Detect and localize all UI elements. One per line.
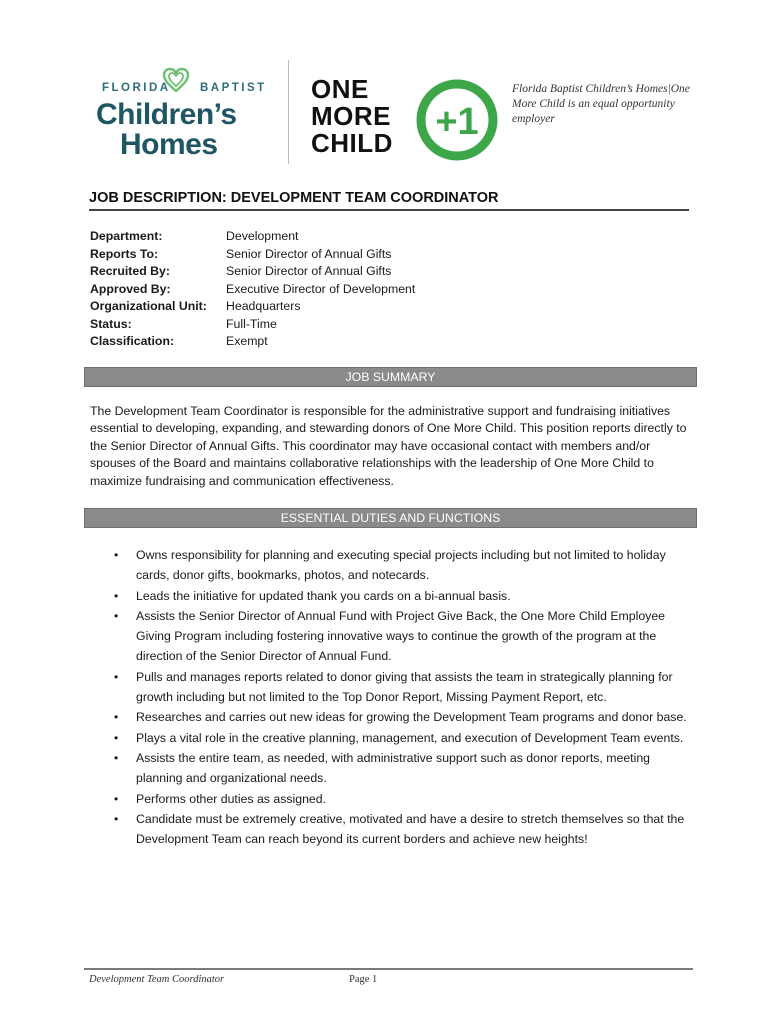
duty-item (112, 789, 694, 809)
duties-list (112, 545, 694, 849)
eeo-statement: Florida Baptist Children’s Homes|One More Child is an equal opportunity employer (512, 83, 690, 125)
logo-divider (288, 60, 289, 164)
bullet-icon: • (114, 608, 119, 623)
duty-text: Leads the initiative for updated thank you cards on a bi-annual basis. (136, 588, 511, 603)
duties-heading: ESSENTIAL DUTIES AND FUNCTIONS (84, 508, 697, 528)
fbch-logo-line1: Children’s (96, 98, 237, 131)
bullet-icon: • (114, 750, 119, 765)
fbch-logo-line2: Homes (120, 128, 218, 161)
job-detail-value: Full-Time (226, 316, 277, 331)
duty-item (112, 545, 694, 586)
job-detail-row (90, 316, 690, 334)
job-detail-row (90, 246, 690, 264)
omc-line1: ONE (311, 74, 369, 104)
duty-text: Plays a vital role in the creative planning, management, and execution of Development Team events. (136, 730, 684, 745)
job-detail-row (90, 263, 690, 281)
job-detail-row (90, 228, 690, 246)
footer-page-number: Page 1 (349, 974, 378, 985)
duty-item (112, 667, 694, 708)
omc-line2: MORE (311, 101, 391, 131)
duty-item (112, 586, 694, 606)
job-summary-heading: JOB SUMMARY (84, 367, 697, 387)
duty-item (112, 809, 694, 850)
duty-text: Pulls and manages reports related to donor giving that assists the team in strategically planning for growth including but not limited to the Top Donor Report, Missing Payment Report, etc. (136, 669, 673, 705)
bullet-icon: • (114, 710, 119, 725)
job-detail-label: Recruited By: (90, 264, 170, 278)
duty-item (112, 707, 694, 727)
duty-text: Owns responsibility for planning and executing special projects including but not limited to holiday cards, donor gifts, bookmarks, photos, and notecards. (136, 548, 666, 583)
duty-item (112, 606, 694, 667)
job-detail-label: Approved By: (90, 281, 171, 296)
duty-text: Assists the Senior Director of Annual Fund with Project Give Back, the One More Child Employee Giving Program including fostering innovative ways to continue the growth of the program at the direction of the Senior Director of Annual Fund. (136, 608, 666, 664)
job-detail-value: Headquarters (226, 299, 301, 313)
omc-wordmark (311, 76, 393, 157)
job-detail-value: Executive Director of Development (226, 281, 416, 296)
job-detail-row (90, 281, 690, 299)
job-summary-text: The Development Team Coordinator is responsible for the administrative support and fundraising initiatives essential to developing, expanding, and stewarding donors of One More Child. This position reports directly to the Senior Director of Annual Gifts. This coordinator may have occasional contact with members and/or spouses of the Board and maintains collaborative relationships with the leadership of One More Child to maximize fundraising and communication effectiveness. (90, 404, 687, 488)
plus-one-badge-icon (415, 78, 499, 162)
job-details (90, 228, 690, 351)
bullet-icon: • (114, 791, 119, 806)
job-detail-value: Senior Director of Annual Gifts (226, 264, 392, 278)
fbch-logo-florida: FLORIDA (102, 82, 171, 94)
bullet-icon: • (114, 588, 119, 603)
job-detail-label: Department: (90, 229, 163, 243)
duty-item (112, 728, 694, 748)
bullet-icon: • (114, 548, 119, 562)
job-detail-label: Status: (90, 316, 132, 331)
job-detail-value: Development (226, 229, 299, 243)
page-title: JOB DESCRIPTION: DEVELOPMENT TEAM COORDINATOR (89, 190, 499, 206)
job-detail-row (90, 333, 690, 351)
fbch-logo-name (96, 100, 271, 160)
plus-one-badge-text: +1 (435, 101, 479, 143)
fbch-logo-baptist: BAPTIST (200, 82, 267, 94)
footer-divider (84, 968, 693, 970)
bullet-icon: • (114, 811, 119, 826)
one-more-child-logo (311, 76, 501, 166)
omc-line3: CHILD (311, 128, 393, 158)
job-detail-label: Reports To: (90, 246, 159, 261)
duty-text: Candidate must be extremely creative, motivated and have a desire to stretch themselves so that the Development Team can reach beyond its current borders and achieve new heights! (136, 811, 685, 847)
job-detail-row (90, 298, 690, 316)
fbch-logo (94, 66, 269, 166)
bullet-icon: • (114, 730, 119, 745)
job-detail-value: Exempt (226, 334, 268, 348)
job-detail-value: Senior Director of Annual Gifts (226, 246, 392, 261)
title-divider (89, 209, 689, 211)
job-detail-label: Organizational Unit: (90, 299, 207, 313)
bullet-icon: • (114, 669, 119, 684)
footer-document-name: Development Team Coordinator (89, 974, 225, 985)
duty-item (112, 748, 694, 789)
duty-text: Researches and carries out new ideas for growing the Development Team programs and donor base. (136, 710, 687, 725)
duty-text: Performs other duties as assigned. (136, 791, 327, 806)
duty-text: Assists the entire team, as needed, with administrative support such as donor reports, meeting planning and organizational needs. (136, 750, 650, 786)
heart-icon (162, 66, 190, 94)
job-detail-label: Classification: (90, 334, 175, 348)
